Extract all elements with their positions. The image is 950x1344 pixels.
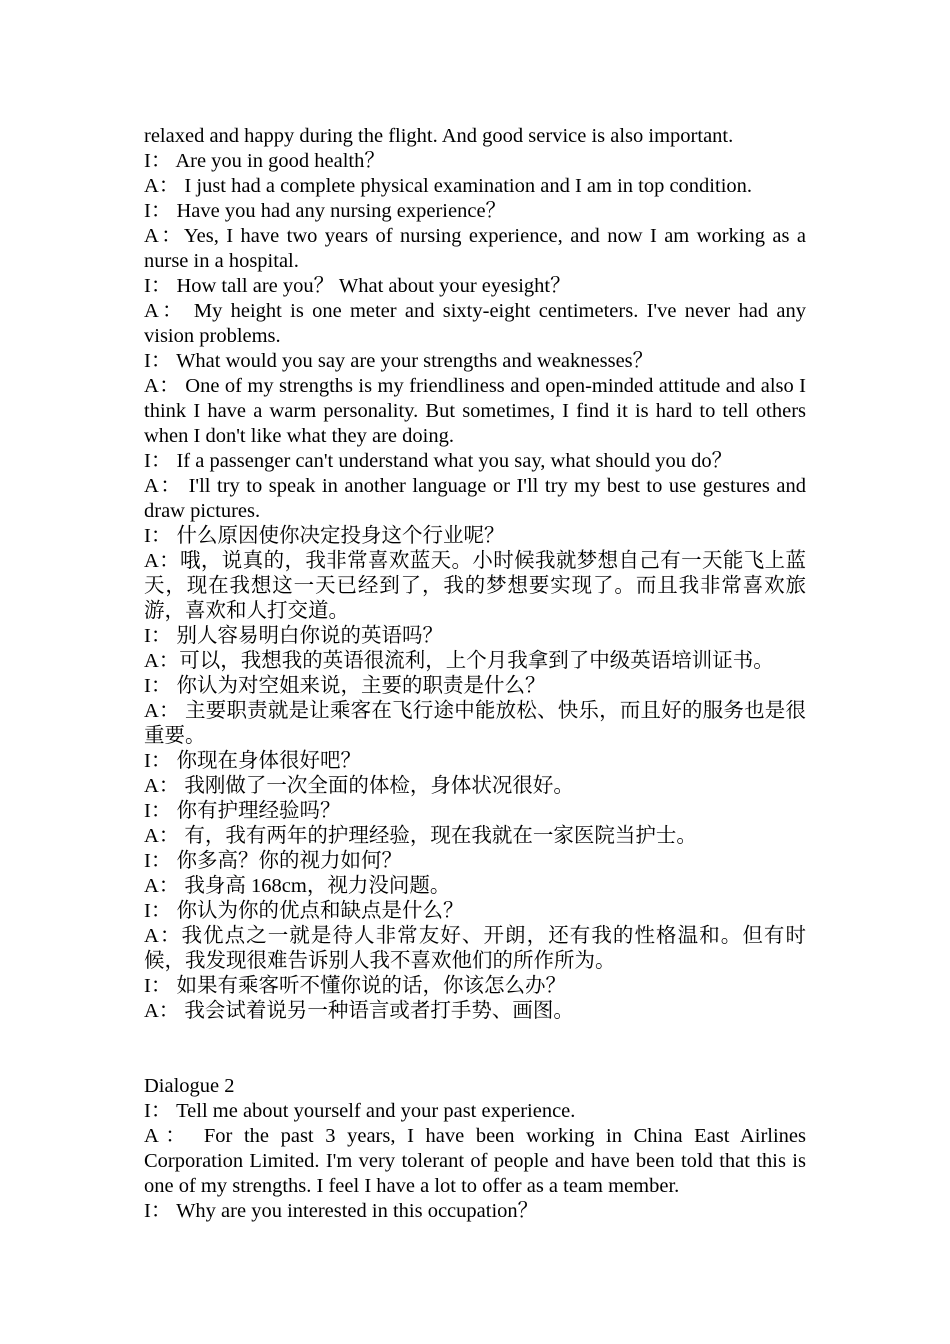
answer-line: A：哦，说真的，我非常喜欢蓝天。小时候我就梦想自己有一天能飞上蓝天，现在我想这一天已经到了，我的梦想要实现了。而且我非常喜欢旅游，喜欢和人打交道。 [144, 550, 806, 622]
question-line: I： 你有护理经验吗？ [144, 800, 341, 822]
question-line: I： What would you say are your strengths and weaknesses？ [144, 350, 654, 372]
question-line: I： Are you in good health？ [144, 150, 385, 172]
question-line: I： 你现在身体很好吧？ [144, 750, 361, 772]
question-line: I： 你认为你的优点和缺点是什么？ [144, 900, 464, 922]
answer-line: A： For the past 3 years, I have been working in China East Airlines Corporation Limited. I'm very tolerant of people and have been told that this is one of my strengths. I feel I have a lot to offer as a team member. [144, 1125, 806, 1197]
answer-line: A： 主要职责就是让乘客在飞行途中能放松、快乐，而且好的服务也是很重要。 [144, 700, 806, 747]
question-line: I： 你认为对空姐来说，主要的职责是什么？ [144, 675, 546, 697]
paragraph: relaxed and happy during the flight. And good service is also important. [144, 125, 734, 147]
answer-line: A： 我身高 168cm，视力没问题。 [144, 875, 451, 897]
answer-line: A： I just had a complete physical examination and I am in top condition. [144, 175, 753, 197]
question-line: I： 别人容易明白你说的英语吗？ [144, 625, 443, 647]
question-line: I： How tall are you？ What about your eyesight？ [144, 275, 571, 297]
answer-line: A：Yes, I have two years of nursing experience, and now I am working as a nurse in a hospital. [144, 225, 806, 272]
question-line: I： 你多高？你的视力如何？ [144, 850, 402, 872]
answer-line: A： I'll try to speak in another language or I'll try my best to use gestures and draw pictures. [144, 475, 806, 522]
answer-line: A：可以，我想我的英语很流利，上个月我拿到了中级英语培训证书。 [144, 650, 774, 672]
answer-line: A： My height is one meter and sixty-eight centimeters. I've never had any vision problems. [144, 300, 806, 347]
blank-space [144, 1024, 806, 1074]
section-heading: Dialogue 2 [144, 1075, 235, 1097]
answer-line: A： 我会试着说另一种语言或者打手势、画图。 [144, 1000, 574, 1022]
question-line: I： If a passenger can't understand what you say, what should you do？ [144, 450, 733, 472]
answer-line: A： 有，我有两年的护理经验，现在我就在一家医院当护士。 [144, 825, 697, 847]
answer-line: A： 我刚做了一次全面的体检，身体状况很好。 [144, 775, 574, 797]
answer-line: A： One of my strengths is my friendliness and open-minded attitude and also I think I have a warm personality. But sometimes, I find it is hard to tell others when I don't like what they are doing. [144, 375, 806, 447]
question-line: I： Tell me about yourself and your past experience. [144, 1100, 576, 1122]
question-line: I： 如果有乘客听不懂你说的话，你该怎么办？ [144, 975, 566, 997]
document-page [144, 124, 806, 1224]
question-line: I： Have you had any nursing experience？ [144, 200, 507, 222]
question-line: I： Why are you interested in this occupation？ [144, 1200, 539, 1222]
answer-line: A：我优点之一就是待人非常友好、开朗，还有我的性格温和。但有时候，我发现很难告诉别人我不喜欢他们的所作所为。 [144, 925, 806, 972]
question-line: I： 什么原因使你决定投身这个行业呢？ [144, 525, 505, 547]
